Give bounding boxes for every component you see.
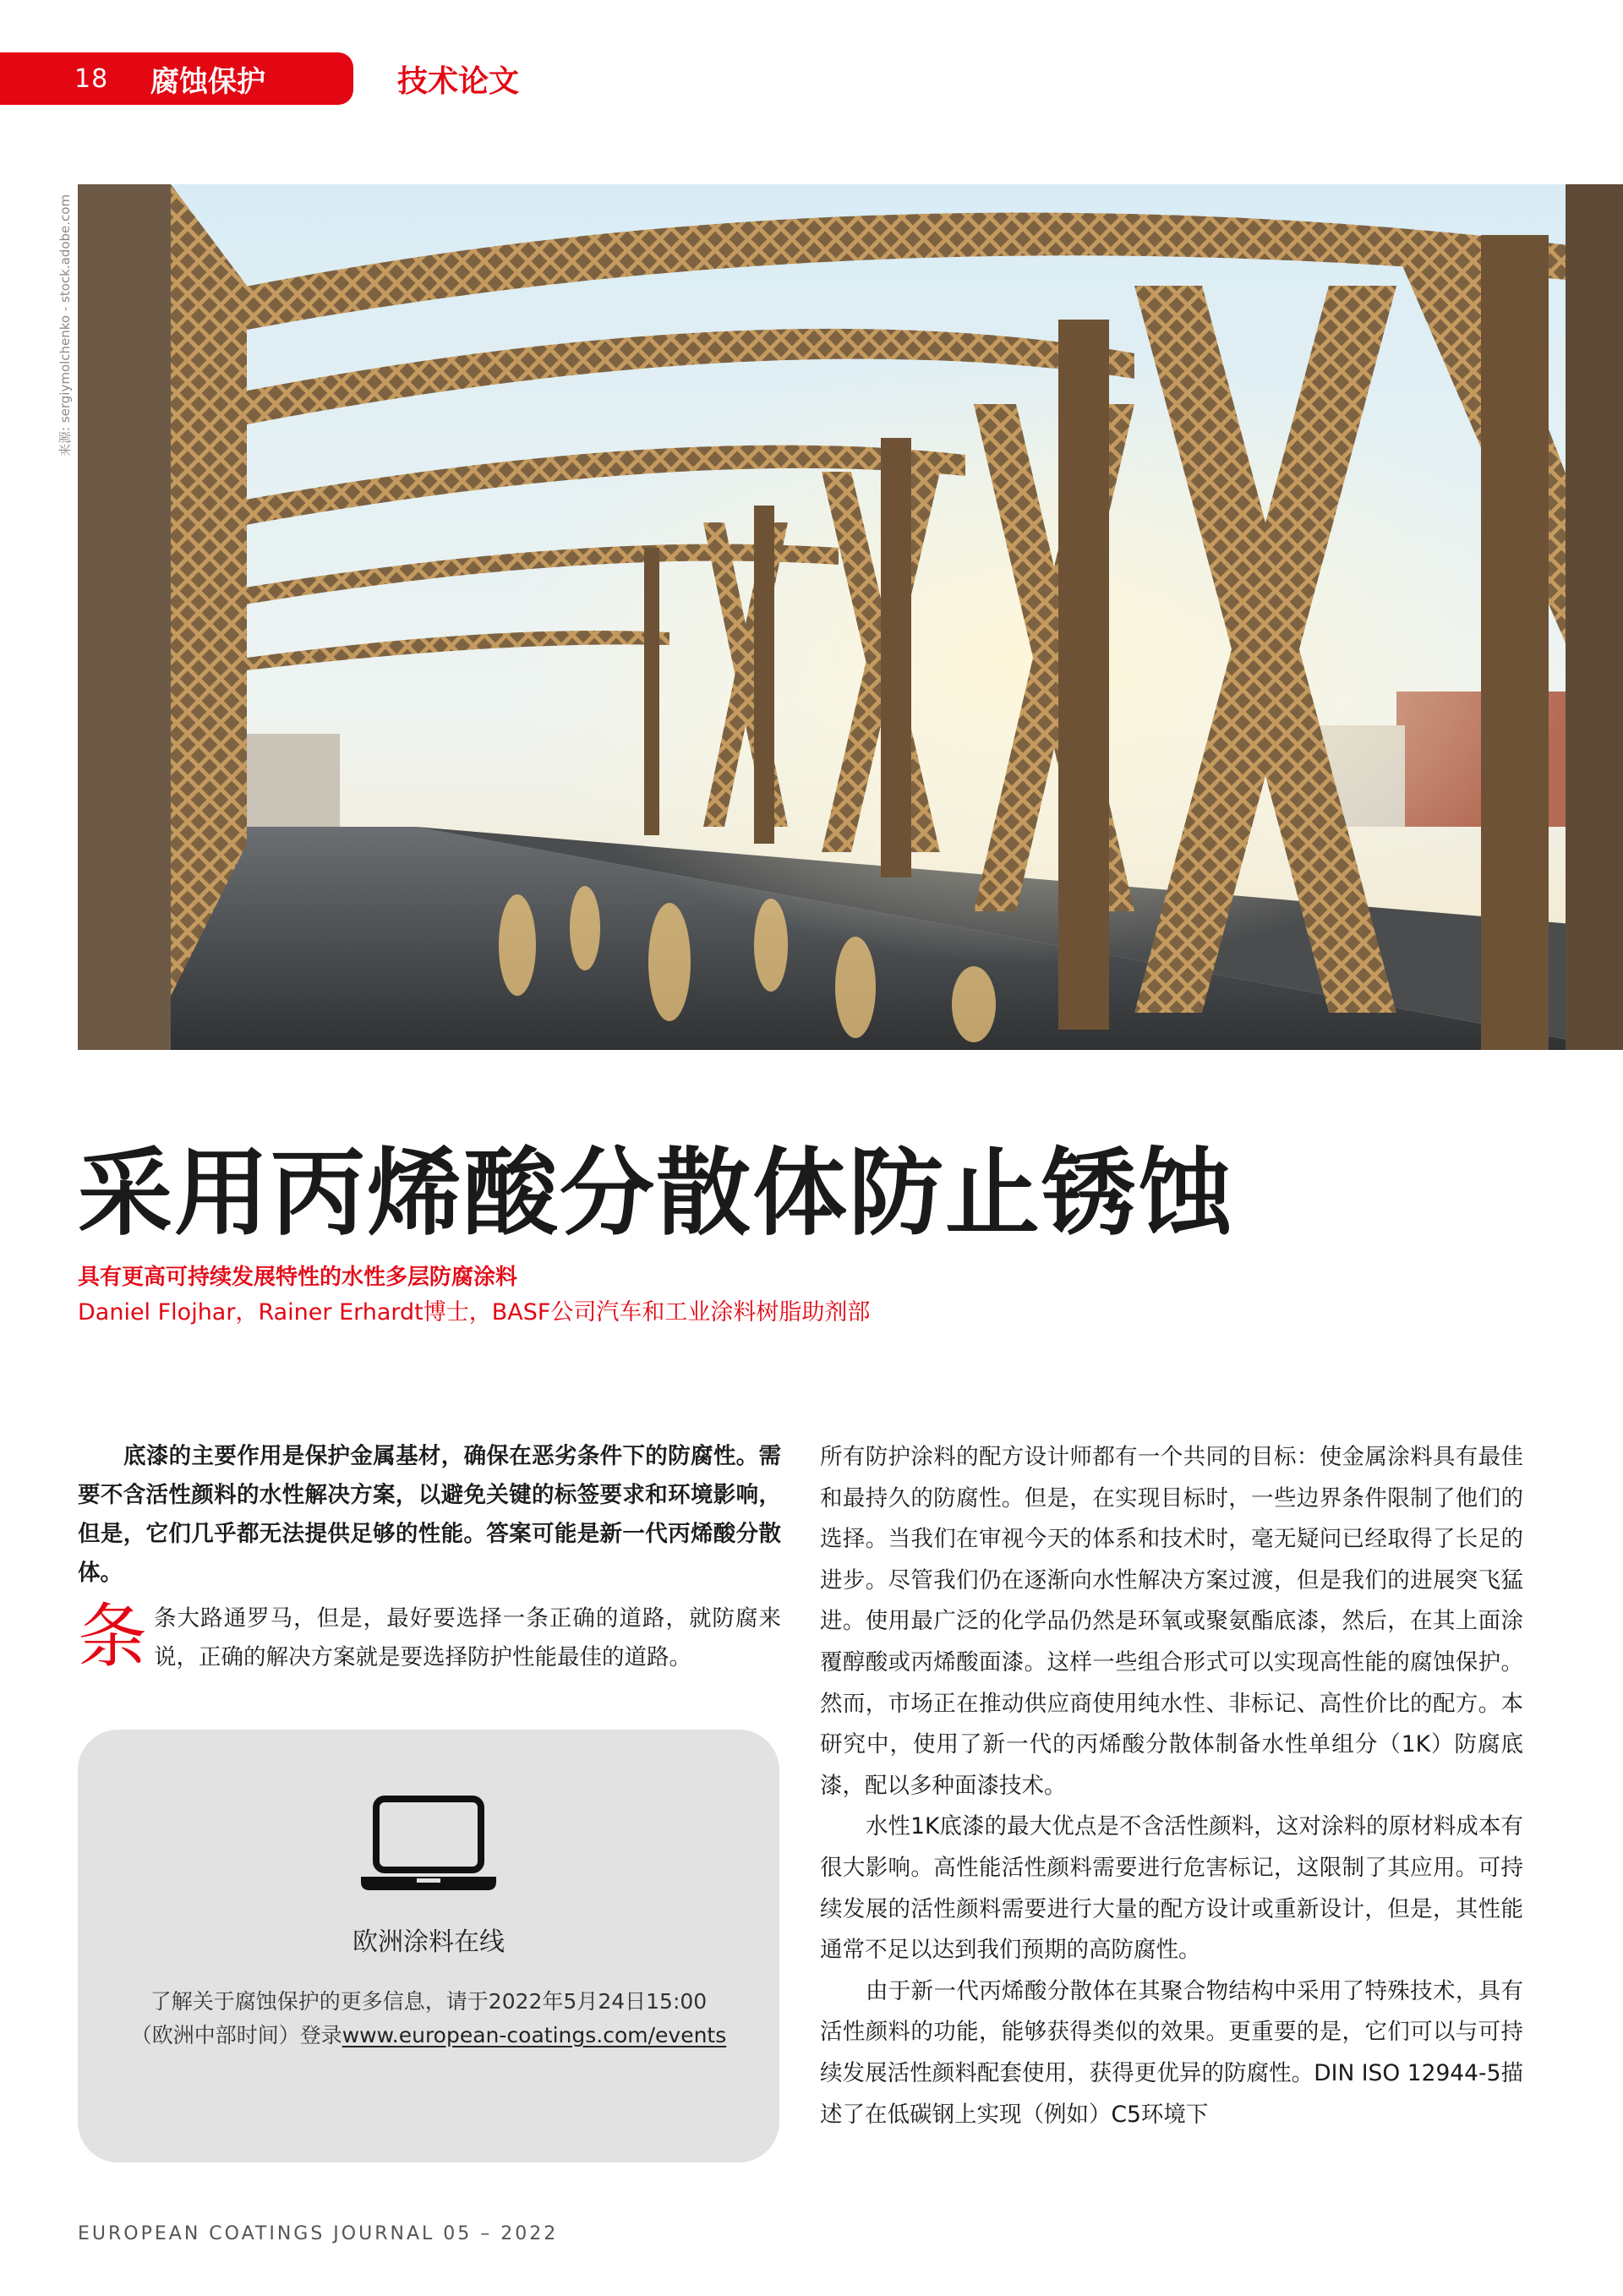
category-label: 技术论文 bbox=[397, 64, 520, 99]
article-subtitle: 具有更高可持续发展特性的水性多层防腐涂料 bbox=[78, 1265, 518, 1290]
box-title: 欧洲涂料在线 bbox=[352, 1927, 505, 1957]
section-tab bbox=[0, 52, 353, 105]
article-title: 采用丙烯酸分散体防止锈蚀 bbox=[78, 1139, 1234, 1249]
article-authors: Daniel Flojhar，Rainer Erhardt博士，BASF公司汽车和工业涂料树脂助剂部 bbox=[78, 1299, 871, 1326]
box-text-line2 bbox=[78, 2019, 779, 2053]
journal-footer: EUROPEAN COATINGS JOURNAL 05 – 2022 bbox=[78, 2223, 559, 2244]
box-text-line1: 了解关于腐蚀保护的更多信息，请于2022年5月24日15:00 bbox=[150, 1989, 708, 2014]
drop-cap: 条 bbox=[78, 1597, 148, 1677]
intro-paragraph bbox=[78, 1599, 781, 1677]
body-paragraph: 所有防护涂料的配方设计师都有一个共同的目标：使金属涂料具有最佳和最持久的防腐性。但是，在实现目标时，一些边界条件限制了他们的选择。当我们在审视今天的体系和技术时，毫无疑问已经取得了长足的进步。尽管我们仍在逐渐向水性解决方案过渡，但是我们的进展突飞猛进。使用最广泛的化学品仍然是环氧或聚氨酯底漆，然后，在其上面涂覆醇酸或丙烯酸面漆。这样一些组合形式可以实现高性能的腐蚀保护。然而，市场正在推动供应商使用纯水性、非标记、高性价比的配方。本研究中，使用了新一代的丙烯酸分散体制备水性单组分（1K）防腐底漆，配以多种面漆技术。 bbox=[820, 1444, 1523, 1799]
laptop-icon bbox=[358, 1794, 500, 1894]
lead-paragraph: 底漆的主要作用是保护金属基材，确保在恶劣条件下的防腐性。需要不含活性颜料的水性解决方案，以避免关键的标签要求和环境影响，但是，它们几乎都无法提供足够的性能。答案可能是新一代丙烯酸分散体。 bbox=[78, 1443, 781, 1586]
intro-text: 条大路通罗马，但是，最好要选择一条正确的道路，就防腐来说，正确的解决方案就是要选择防护性能最佳的道路。 bbox=[154, 1605, 781, 1670]
events-link[interactable]: www.european-coatings.com/events bbox=[342, 2023, 727, 2047]
left-column bbox=[78, 1437, 781, 1677]
page-number: 18 bbox=[74, 63, 109, 94]
webinar-box bbox=[78, 1730, 779, 2162]
bridge-photo bbox=[78, 184, 1623, 1050]
box-text-prefix: （欧洲中部时间）登录 bbox=[130, 2023, 342, 2047]
right-column bbox=[820, 1437, 1523, 2135]
section-label: 腐蚀保护 bbox=[150, 64, 265, 99]
photo-credit: 来源: sergiymolchenko - stock.adobe.com bbox=[57, 194, 73, 456]
body-paragraph: 由于新一代丙烯酸分散体在其聚合物结构中采用了特殊技术，具有活性颜料的功能，能够获得类似的效果。更重要的是，它们可以与可持续发展活性颜料配套使用，获得更优异的防腐性。DIN ISO 12944-5描述了在低碳钢上实现（例如）C5环境下 bbox=[820, 1977, 1523, 2128]
body-paragraph: 水性1K底漆的最大优点是不含活性颜料，这对涂料的原材料成本有很大影响。高性能活性颜料需要进行危害标记，这限制了其应用。可持续发展的活性颜料需要进行大量的配方设计或重新设计，但是，其性能通常不足以达到我们预期的高防腐性。 bbox=[820, 1813, 1523, 1964]
box-text bbox=[78, 1985, 779, 2053]
